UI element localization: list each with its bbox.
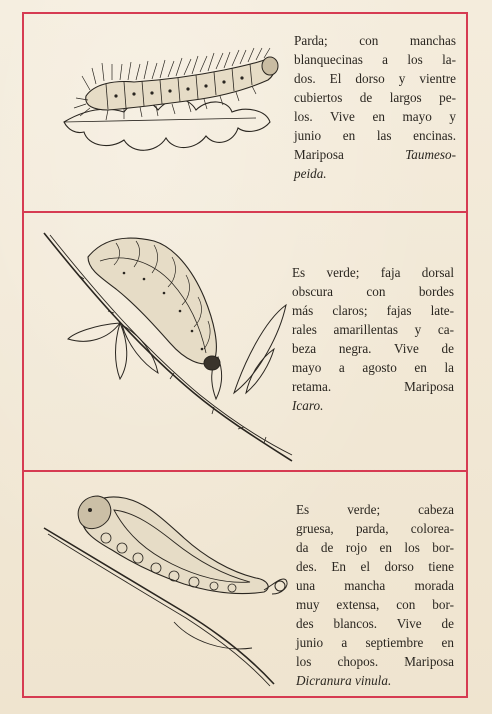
hairy-caterpillar-on-leaf-illustration: [24, 14, 294, 211]
text-line: blanquecinas a los la-: [294, 52, 456, 67]
caterpillar-on-broom-branch-illustration: [24, 213, 294, 470]
text-line: des. En el dorso tiene: [296, 559, 454, 574]
text-line: los. Vive en mayo y: [294, 109, 456, 124]
text-line: beza negra. Vive de: [292, 341, 454, 356]
text-line: Es verde; cabeza: [296, 502, 454, 517]
text-line: los chopos. Mariposa: [296, 654, 454, 669]
text-line: des blancos. Vive de: [296, 616, 454, 631]
text-fragment: Mariposa: [294, 147, 406, 162]
text-line: una mancha morada: [296, 578, 454, 593]
text-line: da de rojo en los bor-: [296, 540, 454, 555]
panel-taumesopeida: [24, 14, 466, 211]
species-name-italic: Taumeso-: [405, 147, 456, 162]
text-line: Es verde; faja dorsal: [292, 265, 454, 280]
text-line: Dicranura vinula.: [296, 673, 392, 688]
text-line: peida.: [294, 166, 327, 181]
text-line: [294, 145, 456, 164]
text-line: gruesa, parda, colorea-: [296, 521, 454, 536]
description-icaro: [292, 263, 454, 415]
red-frame: [22, 12, 468, 698]
puss-moth-caterpillar-on-poplar-illustration: [24, 472, 294, 698]
description-taumesopeida: [294, 31, 456, 183]
text-line: obscura con bordes: [292, 284, 454, 299]
text-line: más claros; fajas late-: [292, 303, 454, 318]
text-line: Icaro.: [292, 398, 324, 413]
text-line: junio a septiembre en: [296, 635, 454, 650]
text-line: mayo a agosto en la: [292, 360, 454, 375]
text-line: junio en las encinas.: [294, 128, 456, 143]
text-line: cubiertos de largos pe-: [294, 90, 456, 105]
text-line: muy extensa, con bor-: [296, 597, 454, 612]
text-line: rales amarillentas y ca-: [292, 322, 454, 337]
text-line: retama. Mariposa: [292, 379, 454, 394]
text-line: Parda; con manchas: [294, 33, 456, 48]
text-line: dos. El dorso y vientre: [294, 71, 456, 86]
description-dicranura: [296, 500, 454, 690]
panel-icaro: [24, 213, 466, 470]
panel-dicranura: [24, 472, 466, 698]
